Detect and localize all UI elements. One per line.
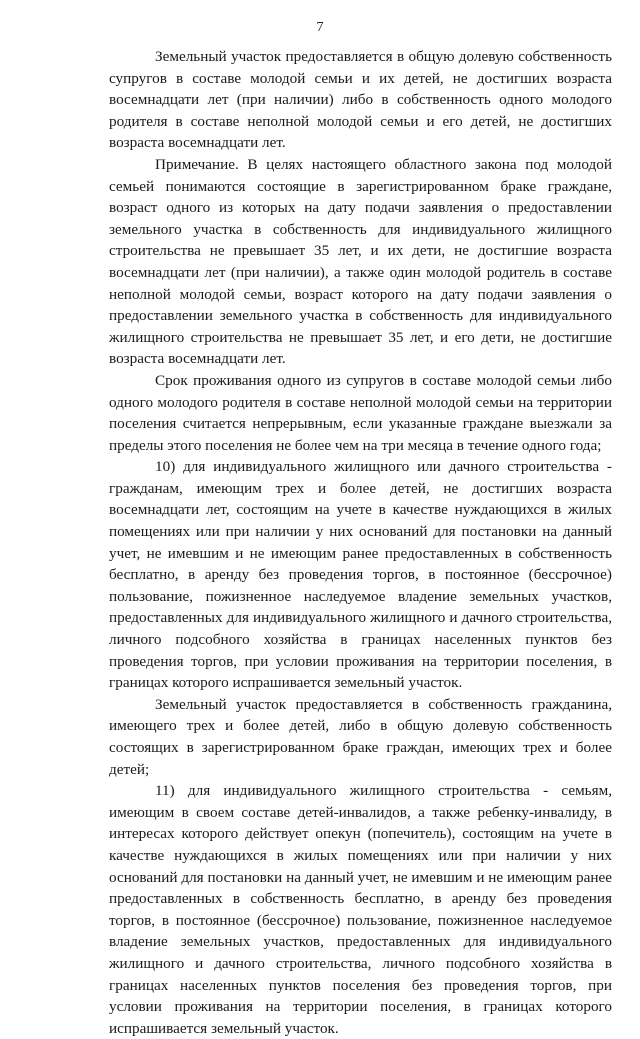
paragraph-residence-period: Срок проживания одного из супругов в составе молодой семьи либо одного молодого родителя в составе неполной молодой семьи на территории поселения считается непрерывным, если указанные граждане выезжали за пределы этого поселения не более чем на три месяца в течение одного года; bbox=[109, 371, 612, 454]
page-number: 7 bbox=[316, 20, 324, 35]
paragraph-land-plot-young-family: Земельный участок предоставляется в общую долевую собственность супругов в составе молодой семьи и их детей, не достигших возраста восемнадцати лет (при наличии) либо в собственность одного молодого родителя в составе неполной молодой семьи и его детей, не достигших возраста восемнадцати лет. bbox=[109, 48, 612, 152]
paragraph-item-11: 11) для индивидуального жилищного строительства - семьям, имеющим в своем составе детей-инвалидов, а также ребенку-инвалиду, в интересах которого действует опекун (попечитель), состоящим на учете в качестве нуждающихся в жилых помещениях или при наличии у них оснований для постановки на данный учет, не имевшим и не имеющим ранее предоставленных в собственность бесплатно, в аренду без проведения торгов, в постоянное (бессрочное) пользование, пожизненное наследуемое владение земельных участков, предоставленных для индивидуального жилищного и дачного строительства, личного подсобного хозяйства в границах населенных пунктов поселения без проведения торгов, при условии проживания на территории поселения, в границах которого испрашивается земельный участок. bbox=[109, 782, 612, 1037]
paragraph-note-young-family: Примечание. В целях настоящего областного закона под молодой семьей понимаются состоящие в зарегистрированном браке граждане, возраст одного из которых на дату подачи заявления о предоставлении земельного участка в собственность для индивидуального жилищного строительства не превышает 35 лет, и их дети, не достигшие возраста восемнадцати лет (при наличии), а также один молодой родитель в составе неполной молодой семьи, возраст которого на дату подачи заявления о предоставлении земельного участка в собственность для индивидуального жилищного строительства не превышает 35 лет, и его дети, не достигшие возраста восемнадцати лет. bbox=[109, 155, 612, 368]
document-body bbox=[109, 46, 612, 1039]
paragraph-large-family-ownership: Земельный участок предоставляется в собственность гражданина, имеющего трех и более детей, либо в общую долевую собственность состоящих в зарегистрированном браке граждан, имеющих трех и более детей; bbox=[109, 695, 612, 778]
paragraph-item-10: 10) для индивидуального жилищного или дачного строительства - гражданам, имеющим трех и более детей, не достигших возраста восемнадцати лет, состоящим на учете в качестве нуждающихся в жилых помещениях или при наличии у них оснований для постановки на данный учет, не имевшим и не имеющим ранее предоставленных в собственность бесплатно, в аренду без проведения торгов, в постоянное (бессрочное) пользование, пожизненное наследуемое владение земельных участков, предоставленных для индивидуального жилищного и дачного строительства, личного подсобного хозяйства в границах населенных пунктов без проведения торгов, при условии проживания на территории поселения, в границах которого испрашивается земельный участок. bbox=[109, 458, 612, 692]
